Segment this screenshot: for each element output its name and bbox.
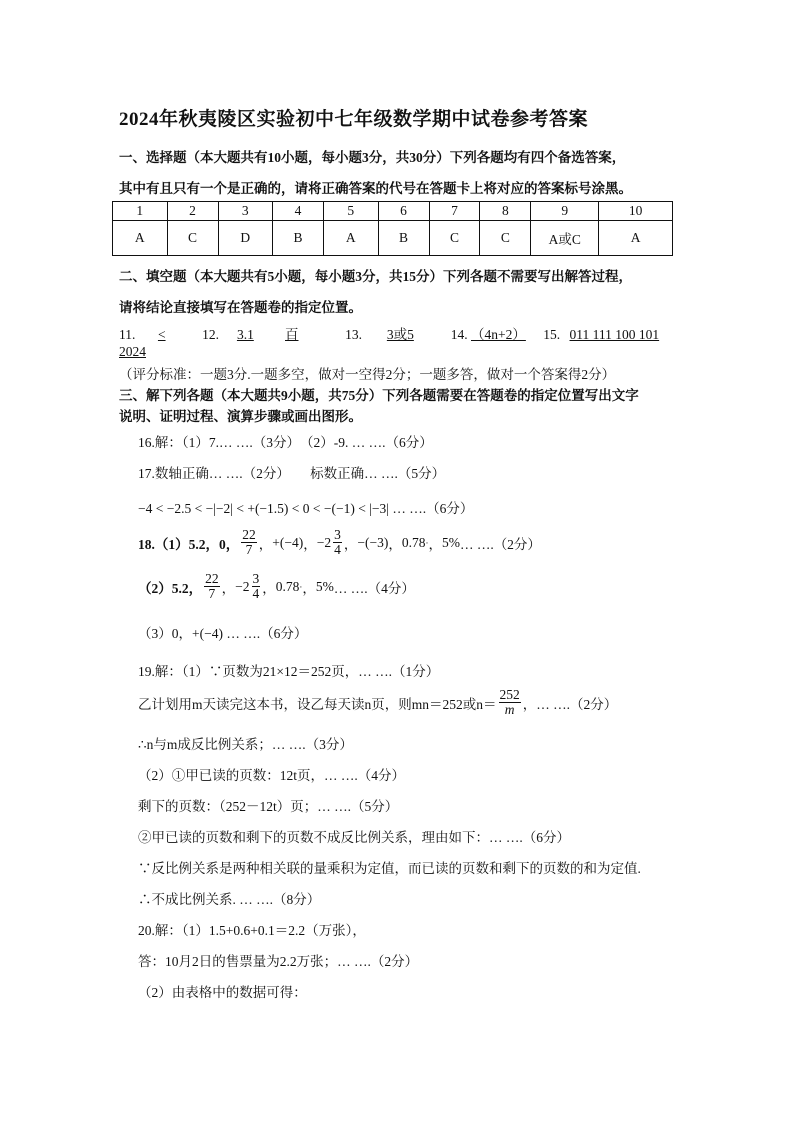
numerator: 22 xyxy=(242,527,256,542)
answer-cell: A xyxy=(324,221,379,256)
q20-line3: （2）由表格中的数据可得： xyxy=(138,985,307,1000)
answer-table xyxy=(112,201,673,256)
repeat-dot: · xyxy=(299,581,303,592)
question-number: 5 xyxy=(324,202,379,221)
question-number: 4 xyxy=(273,202,324,221)
separator: ， xyxy=(428,536,442,552)
q18-1-score: … ….（2分） xyxy=(459,536,541,552)
numerator: 22 xyxy=(205,571,219,586)
denominator: 7 xyxy=(245,542,253,558)
q18-2-prefix: （2）5.2， xyxy=(138,580,203,596)
fraction-3-4 xyxy=(252,572,261,601)
section2-heading: 二、填空题（本大题共有5小题，每小题3分，共15分）下列各题不需要写出解答过程， xyxy=(119,269,632,284)
separator: ， xyxy=(302,580,316,596)
question-number: 9 xyxy=(531,202,599,221)
repeating-decimal: 0.78 xyxy=(275,578,300,594)
whole-part: −2 xyxy=(316,534,332,550)
q19-line1: 19.解：（1）∵页数为21×12＝252页，… ….（1分） xyxy=(138,664,440,679)
q15-answer: 011 111 100 101 xyxy=(569,327,660,342)
denominator: 4 xyxy=(334,542,341,558)
question-number: 2 xyxy=(167,202,218,221)
numerator: 252 xyxy=(499,687,520,702)
fraction-3-4 xyxy=(333,528,342,557)
q14-answer: （4n+2） xyxy=(471,327,526,342)
answer-cell: C xyxy=(480,221,531,256)
plus-neg-4: +(−4) xyxy=(272,534,304,550)
q13-label: 13. xyxy=(345,327,362,342)
q13-answer: 3或5 xyxy=(386,327,414,342)
answer-cell: C xyxy=(429,221,480,256)
q18-part3: （3）0，+(−4) … ….（6分） xyxy=(138,626,308,641)
mixed-number xyxy=(235,572,262,601)
repeat-dot: · xyxy=(425,537,429,548)
q20-line1: 20.解：（1）1.5+0.6+0.1＝2.2（万张）， xyxy=(138,923,366,938)
question-number: 6 xyxy=(378,202,429,221)
q19-2-score: ，… ….（2分） xyxy=(522,696,618,712)
answer-cell: D xyxy=(218,221,273,256)
whole-part: −2 xyxy=(235,578,250,594)
answer-cell: A xyxy=(113,221,168,256)
section1-instruction: 其中有且只有一个是正确的，请将正确答案的代号在答题卡上将对应的答案标号涂黑。 xyxy=(119,181,632,196)
section3-instruction: 说明、证明过程、演算步骤或画出图形。 xyxy=(119,409,362,424)
fraction-22-7 xyxy=(204,572,220,601)
q15-answer-continued: 2024 xyxy=(119,344,146,359)
neg-neg-3: −(−3) xyxy=(357,534,389,550)
q19-line8: ∴不成比例关系. … ….（8分） xyxy=(138,892,321,907)
numerator: 3 xyxy=(252,571,260,586)
separator: ， xyxy=(343,536,358,552)
q18-part2 xyxy=(138,572,415,601)
fill-in-answers xyxy=(119,323,659,343)
mixed-number xyxy=(317,528,344,557)
fraction-252-m xyxy=(499,688,521,717)
answer-cell: A或C xyxy=(531,221,599,256)
question-number: 1 xyxy=(113,202,168,221)
fraction-22-7 xyxy=(241,528,257,557)
numerator: 3 xyxy=(334,527,341,542)
repeating-decimal: 0.78 xyxy=(401,534,426,550)
answer-cell: C xyxy=(167,221,218,256)
q19-line5: 剩下的页数：（252－12t）页；… ….（5分） xyxy=(138,799,399,814)
answer-table-answer-row xyxy=(113,221,673,256)
denominator: m xyxy=(504,702,515,718)
percent: 5% xyxy=(441,534,460,550)
question-number: 10 xyxy=(599,202,673,221)
q20-line2: 答：10月2日的售票量为2.2万张；… ….（2分） xyxy=(138,954,419,969)
section1-heading: 一、选择题（本大题共有10小题，每小题3分，共30分）下列各题均有四个备选答案， xyxy=(119,150,626,165)
page-title: 2024年秋夷陵区实验初中七年级数学期中试卷参考答案 xyxy=(119,109,589,130)
question-number: 7 xyxy=(429,202,480,221)
q19-line2 xyxy=(138,688,617,717)
q18-2-score: … ….（4分） xyxy=(333,580,415,596)
q12-label: 12. xyxy=(202,327,219,342)
section2-instruction: 请将结论直接填写在答题卷的指定位置。 xyxy=(119,300,362,315)
question-number: 3 xyxy=(218,202,273,221)
q18-1-prefix: 18.（1）5.2，0， xyxy=(138,536,240,552)
q17-inequality xyxy=(138,497,473,517)
q17-answer: 17.数轴正确… ….（2分） 标数正确… ….（5分） xyxy=(138,466,446,481)
answer-cell: A xyxy=(599,221,673,256)
q19-2-prefix: 乙计划用m天读完这本书，设乙每天读n页，则mn＝252或n＝ xyxy=(138,696,497,712)
answer-table-number-row xyxy=(113,202,673,221)
separator: ， xyxy=(303,536,317,552)
answer-cell: B xyxy=(378,221,429,256)
separator: ， xyxy=(262,580,276,596)
separator: ， xyxy=(221,580,236,596)
percent: 5% xyxy=(315,578,334,594)
separator: ， xyxy=(388,536,402,552)
q19-line6: ②甲已读的页数和剩下的页数不成反比例关系，理由如下：… ….（6分） xyxy=(138,830,570,845)
section3-heading: 三、解下列各题（本大题共9小题，共75分）下列各题需要在答题卷的指定位置写出文字 xyxy=(119,388,639,403)
q14-label: 14. xyxy=(450,327,468,342)
scoring-note: （评分标准：一题3分.一题多空，做对一空得2分；一题多答，做对一个答案得2分） xyxy=(119,367,616,382)
separator: ， xyxy=(258,536,273,552)
denominator: 7 xyxy=(208,586,216,602)
question-number: 8 xyxy=(480,202,531,221)
q11-answer: < xyxy=(157,327,166,342)
q11-label: 11. xyxy=(119,327,136,342)
q18-part1 xyxy=(138,528,541,557)
q16-answer: 16.解：（1）7.… ….（3分） （2）-9. … ….（6分） xyxy=(138,435,433,450)
q19-line3: ∴n与m成反比例关系；… ….（3分） xyxy=(138,737,353,752)
q12-answer-unit: 百 xyxy=(285,327,299,342)
denominator: 4 xyxy=(252,586,260,602)
q15-label: 15. xyxy=(543,327,561,342)
answer-cell: B xyxy=(273,221,324,256)
q19-line7: ∵反比例关系是两种相关联的量乘积为定值，而已读的页数和剩下的页数的和为定值. xyxy=(138,861,641,876)
q17-math: −4 < −2.5 < −|−2| < +(−1.5) < 0 < −(−1) < |−3| xyxy=(138,501,389,516)
q17-score: … ….（6分） xyxy=(392,501,474,516)
q12-answer: 3.1 xyxy=(236,327,254,342)
q19-line4: （2）①甲已读的页数：12t页，… ….（4分） xyxy=(138,768,406,783)
